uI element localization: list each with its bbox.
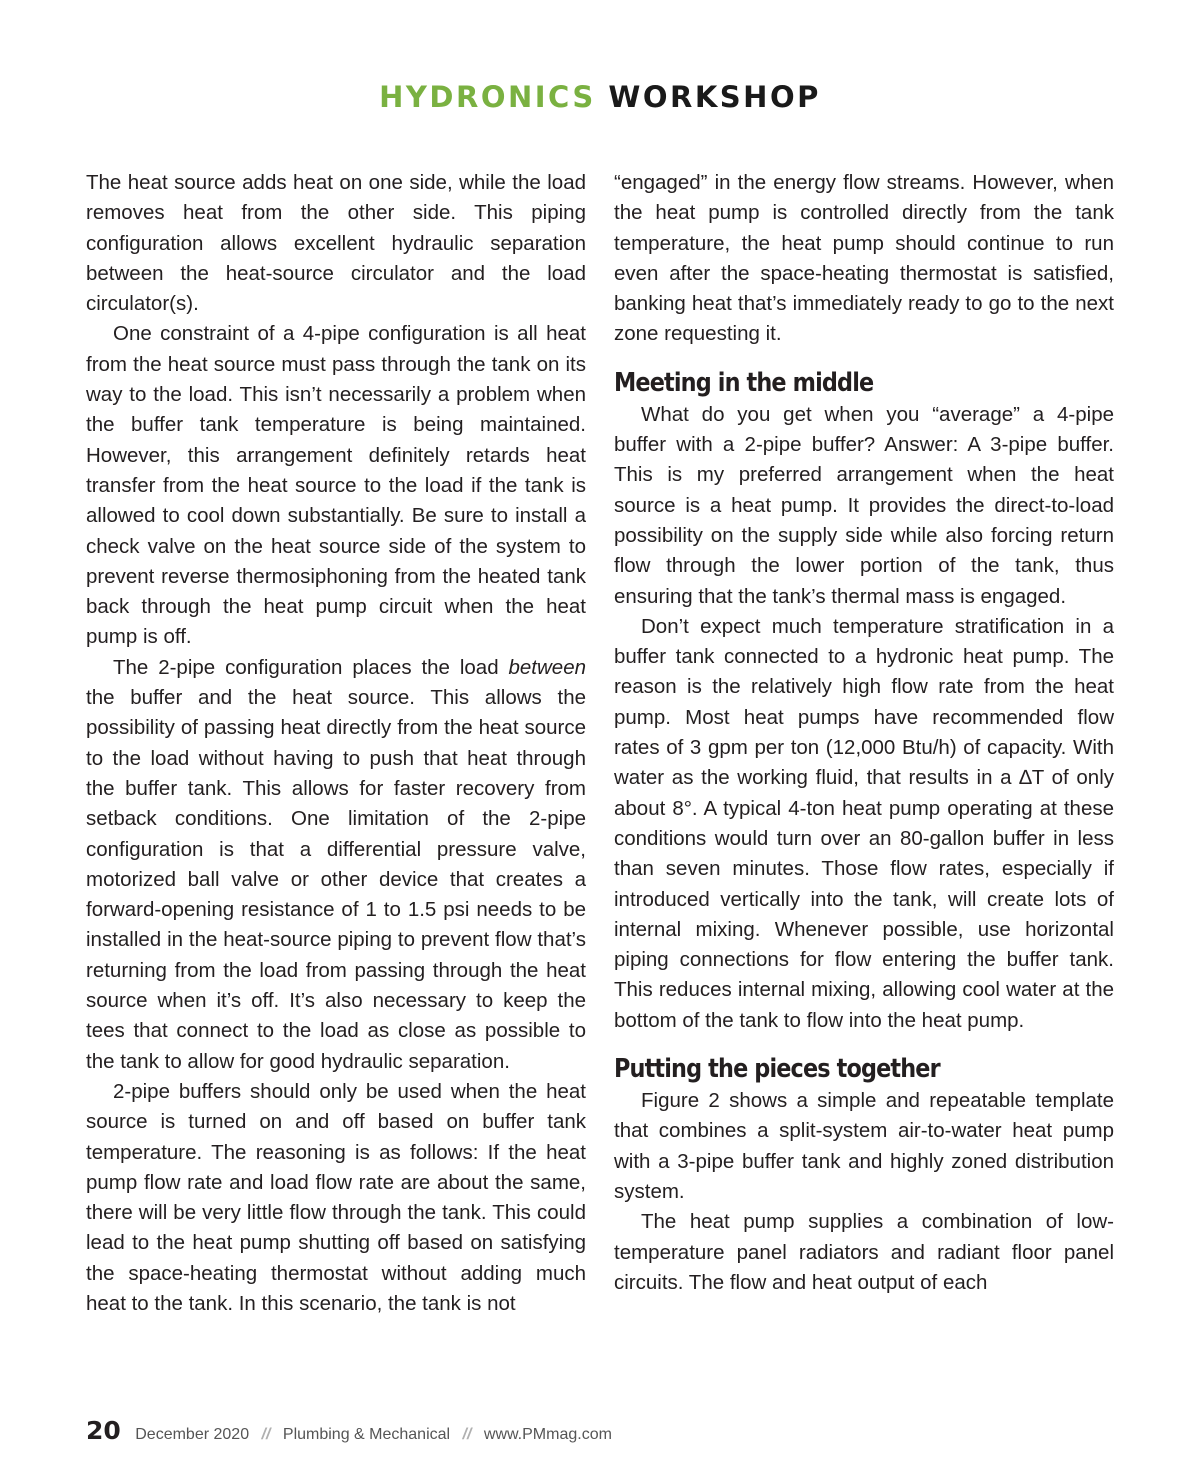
issue-date: December 2020 <box>135 1426 250 1443</box>
left-column <box>86 168 586 1319</box>
body-paragraph: The heat source adds heat on one side, while the load removes heat from the other side. This piping configuration allows excellent hydraulic separation between the heat-source circulator and the load circulator(s). <box>86 171 586 316</box>
body-paragraph: Don’t expect much temperature stratification in a buffer tank connected to a hydronic heat pump. The reason is the relatively high flow rate from the heat pump. Most heat pumps have recommended flow rates of 3 gpm per ton (12,000 Btu/h) of capacity. With water as the working fluid, that results in a ∆T of only about 8°. A typical 4-ton heat pump operating at these conditions would turn over an 80-gallon buffer in less than seven minutes. Those flow rates, especially if introduced vertically into the tank, will create lots of internal mixing. Whenever possible, use horizontal piping connections for flow entering the buffer tank. This reduces internal mixing, allowing cool water at the bottom of the tank to flow into the heat pump. <box>614 614 1114 1032</box>
footer-separator: // <box>462 1426 472 1443</box>
body-paragraph: One constraint of a 4-pipe configuration is all heat from the heat source must pass through the tank on its way to the load. This isn’t necessarily a problem when the buffer tank temperature is being maintained. However, this arrangement definitely retards heat transfer from the heat source to the load if the tank is allowed to cool down substantially. Be sure to install a check valve on the heat source side of the system to prevent reverse thermosiphoning from the heated tank back through the heat pump circuit when the heat pump is off. <box>86 322 586 649</box>
paragraph-text: The 2-pipe configuration places the load <box>113 655 509 679</box>
page-footer <box>86 1416 612 1445</box>
header-accent-word: HYDRONICS <box>379 80 596 114</box>
section-heading: Putting the pieces together <box>614 1054 940 1085</box>
right-column <box>614 168 1114 1298</box>
paragraph-text: the buffer and the heat source. This allows the possibility of passing heat directly from the heat source to the load without having to push that heat through the buffer tank. This allows for faster recovery from setback conditions. One limitation of the 2-pipe configuration is that a differential pressure valve, motorized ball valve or other device that creates a forward-opening resistance of 1 to 1.5 psi needs to be installed in the heat-source piping to prevent flow that’s returning from the load from passing through the heat source when it’s off. It’s also necessary to keep the tees that connect to the load as close as possible to the tank to allow for good hydraulic separation. <box>86 686 586 1073</box>
emphasis-text: between <box>508 655 586 679</box>
header-main-word: WORKSHOP <box>608 80 821 114</box>
section-header <box>0 80 1200 114</box>
body-paragraph: What do you get when you “average” a 4-pipe buffer with a 2-pipe buffer? Answer: A 3-pipe buffer. This is my preferred arrangement when the heat source is a heat pump. It provides the direct-to-load possibility on the supply side while also forcing return flow through the lower portion of the tank, thus ensuring that the tank’s thermal mass is engaged. <box>614 402 1114 608</box>
page-number: 20 <box>86 1416 121 1445</box>
body-paragraph: Figure 2 shows a simple and repeatable template that combines a split-system air-to-water heat pump with a 3-pipe buffer tank and highly zoned distribution system. <box>614 1089 1114 1203</box>
section-heading: Meeting in the middle <box>614 367 874 398</box>
footer-separator: // <box>261 1426 271 1443</box>
website-link[interactable]: www.PMmag.com <box>483 1426 612 1443</box>
body-paragraph: “engaged” in the energy flow streams. However, when the heat pump is controlled directly from the tank temperature, the heat pump should continue to run even after the space-heating thermostat is satisfied, banking heat that’s immediately ready to go to the next zone requesting it. <box>614 171 1114 346</box>
magazine-name: Plumbing & Mechanical <box>282 1426 451 1443</box>
body-paragraph: The heat pump supplies a combination of low-temperature panel radiators and radiant floor panel circuits. The flow and heat output of each <box>614 1210 1114 1294</box>
body-paragraph <box>86 653 586 1077</box>
body-paragraph: 2-pipe buffers should only be used when the heat source is turned on and off based on buffer tank temperature. The reasoning is as follows: If the heat pump flow rate and load flow rate are about the same, there will be very little flow through the tank. This could lead to the heat pump shutting off based on satisfying the space-heating thermostat without adding much heat to the tank. In this scenario, the tank is not <box>86 1079 586 1315</box>
